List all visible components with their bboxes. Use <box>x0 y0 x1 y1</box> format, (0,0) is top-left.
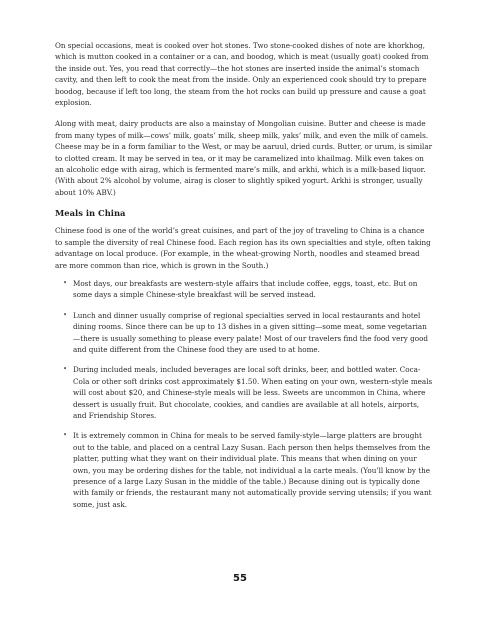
section-intro-paragraph: Chinese food is one of the world’s great cuisines, and part of the joy of traveling to China is a chance to sample the diversity of real Chinese food. Each region has its own specialties and style, often taking advantage on local produce. (For example, in the wheat-growing North, noodles and steamed bread are more common than rice, which is grown in the South.) <box>55 226 431 270</box>
list-item <box>55 278 433 301</box>
bullet-icon: • <box>63 278 68 287</box>
page-number: 55 <box>233 573 247 584</box>
list-item <box>55 364 433 421</box>
bullet-icon: • <box>63 310 68 319</box>
section-heading: Meals in China <box>55 208 126 219</box>
list-item-text: During included meals, included beverages are local soft drinks, beer, and bottled water. Coca-Cola or other soft drinks cost approximately $1.50. When eating on your own, western-style meals will cost about $20, and Chinese-style meals will be less. Sweets are uncommon in China, where dessert is usually fruit. But chocolate, cookies, and candies are available at all hotels, airports, and Friendship Stores. <box>73 365 433 420</box>
list-item-text: Lunch and dinner usually comprise of regional specialties served in local restaurants and hotel dining rooms. Since there can be up to 13 dishes in a given sitting—some meat, some vegetarian—there is usually something to please every palate! Most of our travelers find the food very good and quite different from the Chinese food they are used to at home. <box>73 310 428 354</box>
list-item-text: Most days, our breakfasts are western-style affairs that include coffee, eggs, toast, etc. But on some days a simple Chinese-style breakfast will be served instead. <box>73 278 418 300</box>
intro-paragraph-stone-cooking: On special occasions, meat is cooked over hot stones. Two stone-cooked dishes of note are khorkhog, which is mutton cooked in a container or a can, and boodog, which is meat (usually goat) cooked from the inside out. Yes, you read that correctly—the hot stones are inserted inside the animal’s stomach cavity, and then left to cook the meat from the inside. Only an experienced cook should try to prepare boodog, because if left too long, the steam from the hot rocks can build up pressure and cause a goat explosion. <box>55 41 429 108</box>
intro-paragraph-dairy: Along with meat, dairy products are also a mainstay of Mongolian cuisine. Butter and cheese is made from many types of milk—cows’ milk, goats’ milk, sheep milk, yaks’ milk, and even the milk of camels. Cheese may be in a form familiar to the West, or may be aaruul, dried curds. Butter, or urum, is similar to clotted cream. It may be served in tea, or it may be caramelized into khailmag. Milk even takes on an alcoholic edge with airag, which is fermented mare’s milk, and arkhi, which is a milk-based liquor. (With about 2% alcohol by volume, airag is closer to slightly spiked yogurt. Arkhi is stronger, usually about 10% ABV.) <box>55 119 433 197</box>
bullet-list <box>55 278 433 510</box>
list-item-text: It is extremely common in China for meals to be served family-style—large platters are brought out to the table, and placed on a central Lazy Susan. Each person then helps themselves from the platter, putting what they want on their individual plate. This means that when dining on your own, you may be ordering dishes for the table, not individual a la carte meals. (You’ll know by the presence of a large Lazy Susan in the middle of the table.) Because dining out is typically done with family or friends, the restaurant many not automatically provide serving utensils; if you want some, just ask. <box>73 431 432 509</box>
bullet-icon: • <box>63 365 68 374</box>
document-page <box>55 40 433 519</box>
list-item <box>55 430 433 510</box>
bullet-icon: • <box>63 431 68 440</box>
list-item <box>55 310 433 356</box>
